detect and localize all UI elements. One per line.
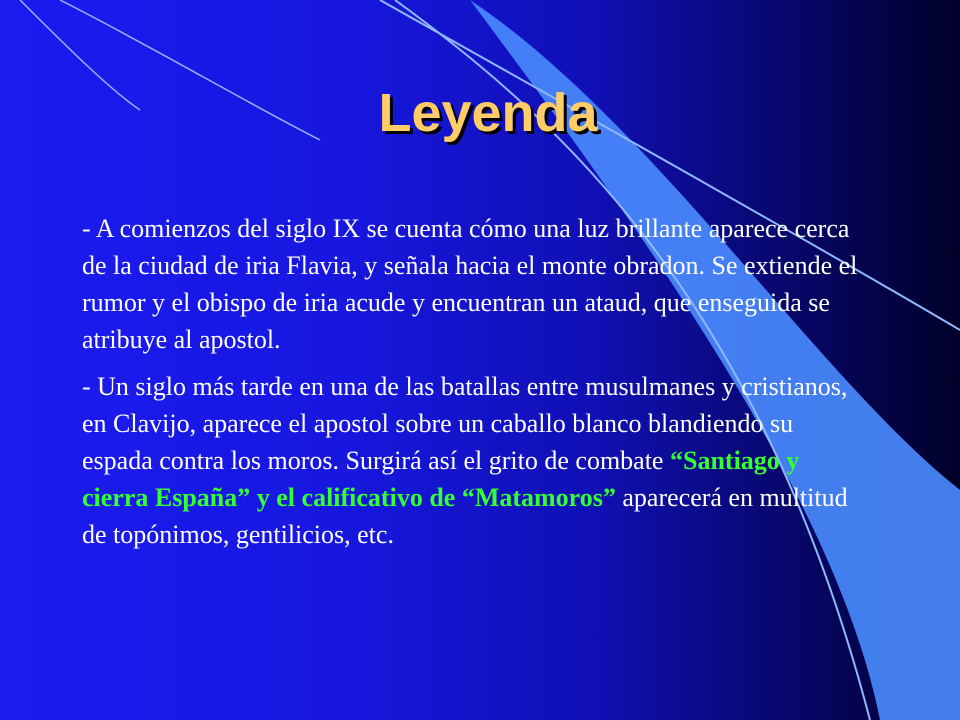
- paragraph-battle: [82, 368, 862, 553]
- slide-body: [82, 210, 862, 563]
- paragraph-apparition: - A comienzos del siglo IX se cuenta cómo una luz brillante aparece cerca de la ciudad de iria Flavia, y señala hacia el monte obradon. Se extiende el rumor y el obispo de iria acude y encuentran un ataud, que enseguida se atribuye al apostol.: [82, 214, 858, 354]
- paragraph-battle-end: aparecerá en multitud de topónimos, gentilicios, etc.: [82, 483, 848, 549]
- paragraph-battle-start: - Un siglo más tarde en una de las batallas entre musulmanes y cristianos, en Clavijo, aparece el apostol sobre un caballo blanco blandiendo su espada contra los moros. Surgirá así el grito de combate: [82, 372, 848, 475]
- battle-cry-highlight: “Santiago y cierra España” y el calificativo de “Matamoros”: [82, 446, 800, 512]
- slide-title: Leyenda: [378, 83, 598, 143]
